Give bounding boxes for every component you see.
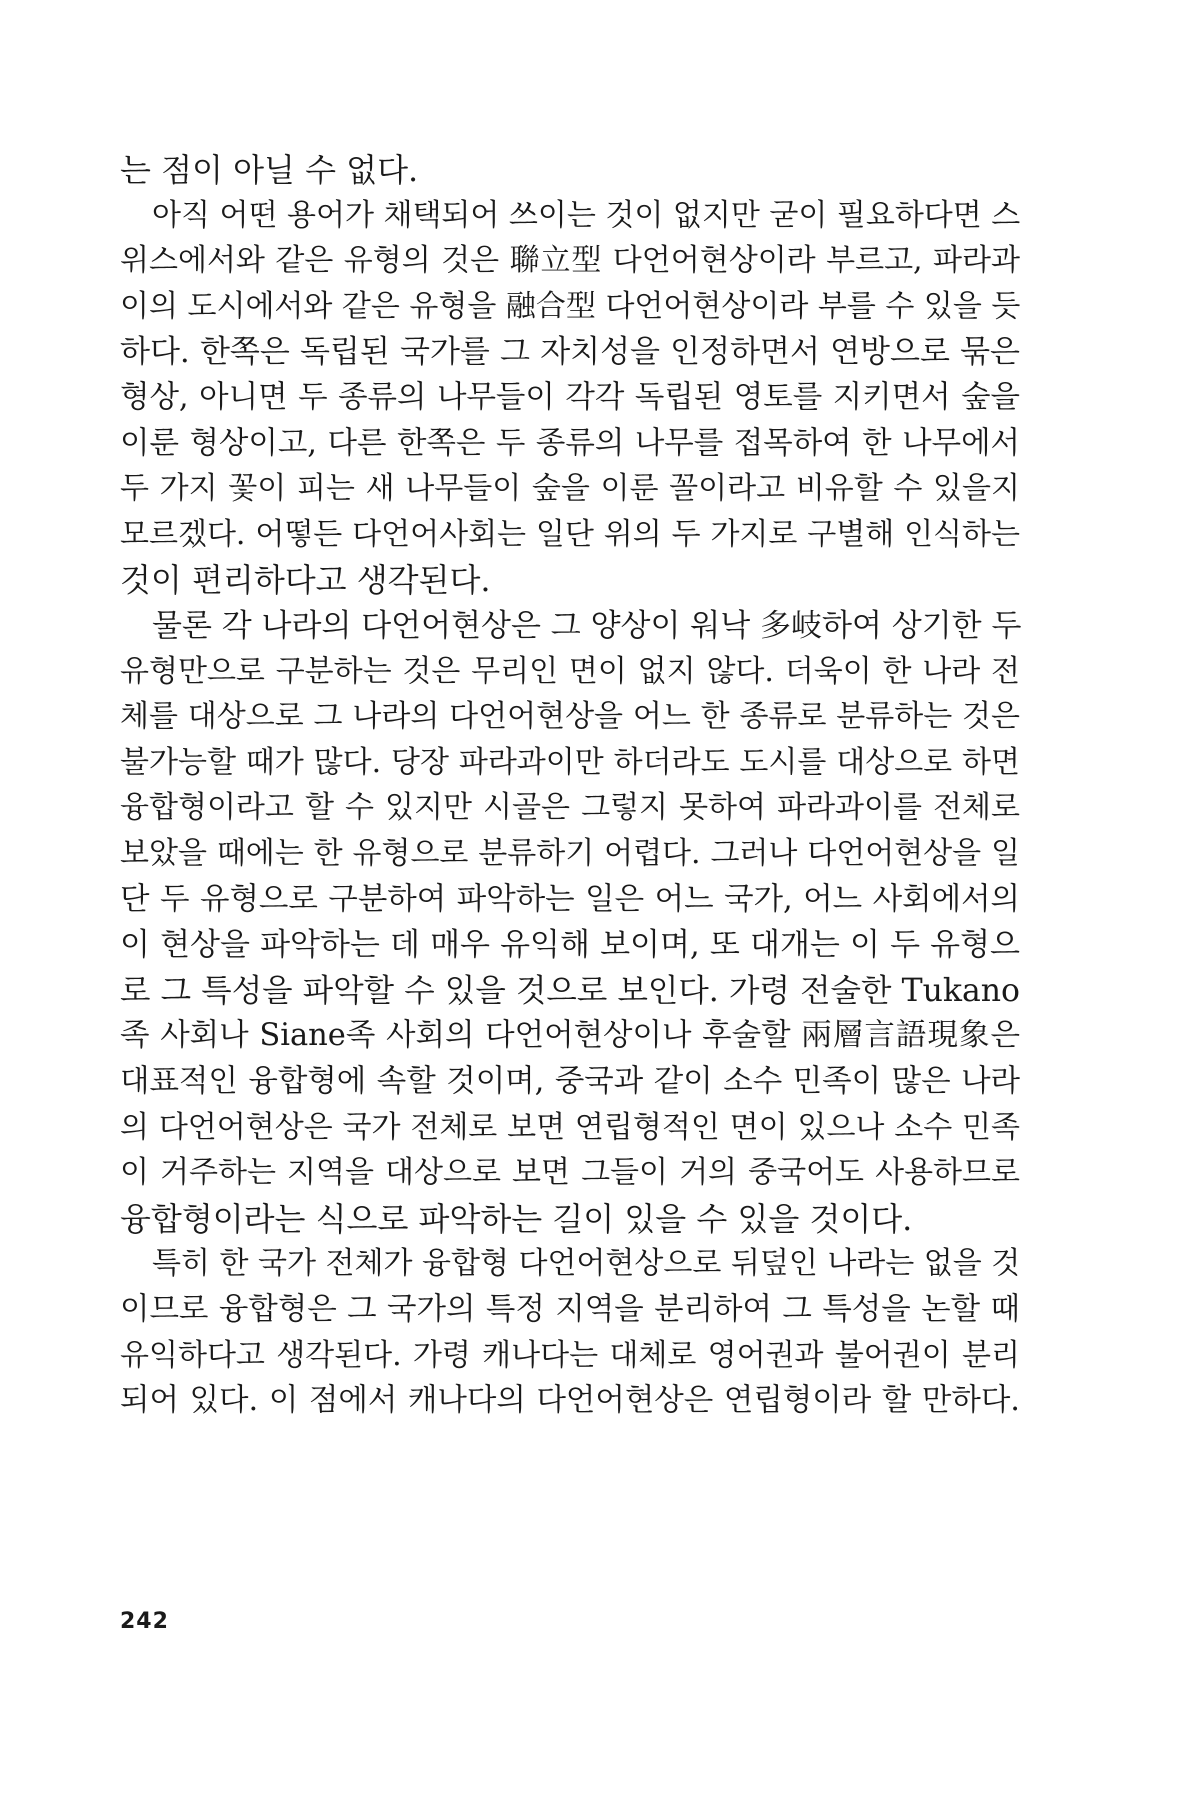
text-line: 단 두 유형으로 구분하여 파악하는 일은 어느 국가, 어느 사회에서의 (120, 882, 1020, 917)
text-line: 것이 편리하다고 생각된다. (120, 561, 491, 599)
text-line: 되어 있다. 이 점에서 캐나다의 다언어현상은 연립형이라 할 만하다. (120, 1383, 1020, 1418)
text-line: 이므로 융합형은 그 국가의 특정 지역을 분리하여 그 특성을 논할 때 (120, 1292, 1020, 1327)
text-line: 이 현상을 파악하는 데 매우 유익해 보이며, 또 대개는 이 두 유형으 (120, 927, 1020, 963)
text-line: 하다. 한쪽은 독립된 국가를 그 자치성을 인정하면서 연방으로 묶은 (120, 334, 1020, 370)
text-line: 물론 각 나라의 다언어현상은 그 양상이 워낙 多岐하여 상기한 두 (152, 608, 1022, 644)
text-line: 는 점이 아닐 수 없다. (120, 151, 419, 189)
text-line: 이룬 형상이고, 다른 한쪽은 두 종류의 나무를 접목하여 한 나무에서 (120, 426, 1020, 461)
text-line: 대표적인 융합형에 속할 것이며, 중국과 같이 소수 민족이 많은 나라 (120, 1064, 1020, 1099)
text-line: 특히 한 국가 전체가 융합형 다언어현상으로 뒤덮인 나라는 없을 것 (152, 1246, 1021, 1281)
text-line: 이의 도시에서와 같은 유형을 融合型 다언어현상이라 부를 수 있을 듯 (120, 289, 1021, 324)
text-line: 로 그 특성을 파악할 수 있을 것으로 보인다. 가령 전술한 Tukano (120, 973, 1020, 1009)
text-line: 융합형이라는 식으로 파악하는 길이 있을 수 있을 것이다. (120, 1200, 913, 1238)
text-line: 유익하다고 생각된다. 가령 캐나다는 대체로 영어권과 불어권이 분리 (120, 1338, 1020, 1373)
text-line: 족 사회나 Siane족 사회의 다언어현상이나 후술할 兩層言語現象은 (120, 1018, 1020, 1053)
text-line: 융합형이라고 할 수 있지만 시골은 그렇지 못하여 파라과이를 전체로 (120, 790, 1020, 825)
text-line: 이 거주하는 지역을 대상으로 보면 그들이 거의 중국어도 사용하므로 (120, 1155, 1020, 1190)
text-line: 유형만으로 구분하는 것은 무리인 면이 없지 않다. 더욱이 한 나라 전 (120, 654, 1020, 689)
page-number: 242 (120, 1609, 169, 1634)
text-line: 아직 어떤 용어가 채택되어 쓰이는 것이 없지만 굳이 필요하다면 스 (152, 198, 1021, 233)
text-line: 두 가지 꽃이 피는 새 나무들이 숲을 이룬 꼴이라고 비유할 수 있을지 (120, 471, 1020, 506)
text-line: 형상, 아니면 두 종류의 나무들이 각각 독립된 영토를 지키면서 숲을 (120, 380, 1020, 415)
text-line: 보았을 때에는 한 유형으로 분류하기 어렵다. 그러나 다언어현상을 일 (120, 836, 1020, 871)
text-line: 체를 대상으로 그 나라의 다언어현상을 어느 한 종류로 분류하는 것은 (120, 699, 1020, 734)
text-line: 모르겠다. 어떻든 다언어사회는 일단 위의 두 가지로 구별해 인식하는 (120, 517, 1020, 552)
text-line: 불가능할 때가 많다. 당장 파라과이만 하더라도 도시를 대상으로 하면 (120, 745, 1020, 780)
text-line: 위스에서와 같은 유형의 것은 聯立型 다언어현상이라 부르고, 파라과 (120, 243, 1020, 278)
text-line: 의 다언어현상은 국가 전체로 보면 연립형적인 면이 있으나 소수 민족 (120, 1110, 1020, 1145)
